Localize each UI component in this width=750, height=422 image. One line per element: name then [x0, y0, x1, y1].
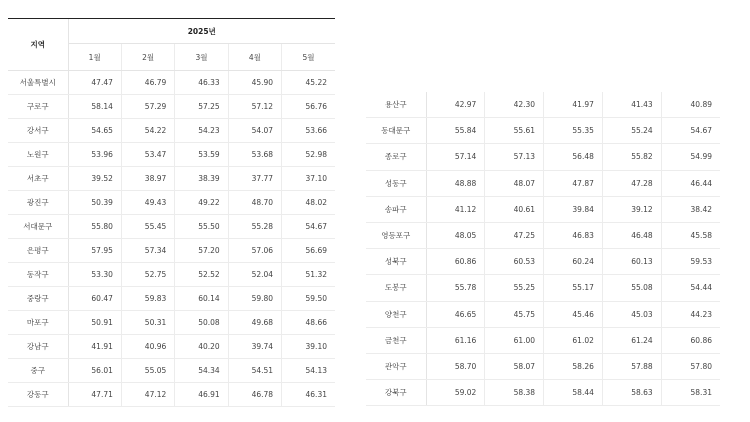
table-row — [8, 191, 335, 215]
value-cell: 54.34 — [175, 359, 228, 383]
value-cell: 45.03 — [602, 301, 661, 327]
value-cell: 54.07 — [228, 119, 281, 143]
table-row — [366, 92, 720, 118]
value-cell: 60.53 — [485, 249, 544, 275]
table-row — [366, 249, 720, 275]
value-cell: 53.66 — [282, 119, 335, 143]
region-cell: 도봉구 — [366, 275, 426, 301]
value-cell: 47.87 — [544, 170, 603, 196]
region-cell: 강남구 — [8, 335, 68, 359]
month-header: 1월 — [68, 44, 121, 71]
year-header: 2025년 — [68, 19, 335, 44]
month-header: 3월 — [175, 44, 228, 71]
value-cell: 59.80 — [228, 287, 281, 311]
value-cell: 61.16 — [426, 327, 485, 353]
region-cell: 금천구 — [366, 327, 426, 353]
value-cell: 56.76 — [282, 95, 335, 119]
value-cell: 54.23 — [175, 119, 228, 143]
value-cell: 58.07 — [485, 353, 544, 379]
value-cell: 50.39 — [68, 191, 121, 215]
value-cell: 55.24 — [602, 118, 661, 144]
value-cell: 39.10 — [282, 335, 335, 359]
table-row — [8, 335, 335, 359]
value-cell: 47.12 — [121, 383, 174, 407]
value-cell: 54.13 — [282, 359, 335, 383]
table-row — [8, 215, 335, 239]
month-header: 5월 — [282, 44, 335, 71]
value-cell: 48.70 — [228, 191, 281, 215]
value-cell: 53.30 — [68, 263, 121, 287]
value-cell: 50.91 — [68, 311, 121, 335]
value-cell: 47.47 — [68, 71, 121, 95]
value-cell: 60.24 — [544, 249, 603, 275]
table-row — [8, 311, 335, 335]
region-cell: 동대문구 — [366, 118, 426, 144]
value-cell: 41.12 — [426, 196, 485, 222]
region-cell: 서대문구 — [8, 215, 68, 239]
region-cell: 동작구 — [8, 263, 68, 287]
value-cell: 46.65 — [426, 301, 485, 327]
value-cell: 59.50 — [282, 287, 335, 311]
value-cell: 51.32 — [282, 263, 335, 287]
table-row — [366, 118, 720, 144]
table-row — [8, 95, 335, 119]
value-cell: 46.48 — [602, 222, 661, 248]
value-cell: 53.68 — [228, 143, 281, 167]
value-cell: 52.98 — [282, 143, 335, 167]
region-cell: 송파구 — [366, 196, 426, 222]
value-cell: 41.91 — [68, 335, 121, 359]
value-cell: 60.86 — [661, 327, 720, 353]
value-cell: 53.96 — [68, 143, 121, 167]
table-row — [366, 196, 720, 222]
value-cell: 46.78 — [228, 383, 281, 407]
region-cell: 마포구 — [8, 311, 68, 335]
value-cell: 55.84 — [426, 118, 485, 144]
value-cell: 57.95 — [68, 239, 121, 263]
value-cell: 59.53 — [661, 249, 720, 275]
value-cell: 55.80 — [68, 215, 121, 239]
value-cell: 55.08 — [602, 275, 661, 301]
region-cell: 서울특별시 — [8, 71, 68, 95]
value-cell: 52.04 — [228, 263, 281, 287]
value-cell: 56.01 — [68, 359, 121, 383]
value-cell: 55.28 — [228, 215, 281, 239]
value-cell: 54.67 — [661, 118, 720, 144]
region-cell: 노원구 — [8, 143, 68, 167]
region-cell: 중랑구 — [8, 287, 68, 311]
region-cell: 종로구 — [366, 144, 426, 170]
value-cell: 45.90 — [228, 71, 281, 95]
value-cell: 54.67 — [282, 215, 335, 239]
table-row — [366, 301, 720, 327]
value-cell: 58.14 — [68, 95, 121, 119]
region-cell: 중구 — [8, 359, 68, 383]
region-cell: 강북구 — [366, 380, 426, 406]
month-header: 2월 — [121, 44, 174, 71]
value-cell: 58.70 — [426, 353, 485, 379]
value-cell: 46.33 — [175, 71, 228, 95]
value-cell: 37.77 — [228, 167, 281, 191]
value-cell: 60.47 — [68, 287, 121, 311]
value-cell: 40.96 — [121, 335, 174, 359]
table-row — [366, 327, 720, 353]
table-row — [8, 71, 335, 95]
value-cell: 45.46 — [544, 301, 603, 327]
value-cell: 58.44 — [544, 380, 603, 406]
region-cell: 성북구 — [366, 249, 426, 275]
table-row — [8, 143, 335, 167]
region-cell: 성동구 — [366, 170, 426, 196]
value-cell: 57.20 — [175, 239, 228, 263]
value-cell: 55.78 — [426, 275, 485, 301]
value-cell: 55.25 — [485, 275, 544, 301]
region-cell: 강서구 — [8, 119, 68, 143]
value-cell: 37.10 — [282, 167, 335, 191]
region-cell: 서초구 — [8, 167, 68, 191]
value-cell: 54.44 — [661, 275, 720, 301]
value-cell: 44.23 — [661, 301, 720, 327]
value-cell: 55.50 — [175, 215, 228, 239]
table-row — [366, 353, 720, 379]
value-cell: 45.58 — [661, 222, 720, 248]
value-cell: 59.02 — [426, 380, 485, 406]
value-cell: 45.75 — [485, 301, 544, 327]
value-cell: 52.75 — [121, 263, 174, 287]
value-cell: 48.66 — [282, 311, 335, 335]
value-cell: 40.89 — [661, 92, 720, 118]
value-cell: 57.13 — [485, 144, 544, 170]
value-cell: 53.47 — [121, 143, 174, 167]
value-cell: 47.28 — [602, 170, 661, 196]
value-cell: 59.83 — [121, 287, 174, 311]
value-cell: 60.13 — [602, 249, 661, 275]
value-cell: 57.29 — [121, 95, 174, 119]
value-cell: 55.35 — [544, 118, 603, 144]
value-cell: 57.12 — [228, 95, 281, 119]
value-cell: 45.22 — [282, 71, 335, 95]
value-cell: 57.80 — [661, 353, 720, 379]
table-row — [366, 275, 720, 301]
value-cell: 46.91 — [175, 383, 228, 407]
region-cell: 관악구 — [366, 353, 426, 379]
table-row — [8, 239, 335, 263]
value-cell: 40.61 — [485, 196, 544, 222]
value-cell: 54.51 — [228, 359, 281, 383]
value-cell: 46.79 — [121, 71, 174, 95]
table-row — [366, 144, 720, 170]
value-cell: 46.31 — [282, 383, 335, 407]
region-cell: 광진구 — [8, 191, 68, 215]
value-cell: 60.86 — [426, 249, 485, 275]
value-cell: 56.69 — [282, 239, 335, 263]
value-cell: 57.14 — [426, 144, 485, 170]
region-cell: 구로구 — [8, 95, 68, 119]
value-cell: 48.05 — [426, 222, 485, 248]
value-cell: 42.97 — [426, 92, 485, 118]
table-row — [366, 222, 720, 248]
value-cell: 50.08 — [175, 311, 228, 335]
region-cell: 영등포구 — [366, 222, 426, 248]
value-cell: 55.82 — [602, 144, 661, 170]
table-row — [8, 359, 335, 383]
table-row — [366, 380, 720, 406]
value-cell: 39.74 — [228, 335, 281, 359]
value-cell: 49.43 — [121, 191, 174, 215]
value-cell: 54.99 — [661, 144, 720, 170]
value-cell: 54.22 — [121, 119, 174, 143]
value-cell: 61.24 — [602, 327, 661, 353]
month-header: 4월 — [228, 44, 281, 71]
value-cell: 38.42 — [661, 196, 720, 222]
region-cell: 양천구 — [366, 301, 426, 327]
value-cell: 47.71 — [68, 383, 121, 407]
value-cell: 41.97 — [544, 92, 603, 118]
value-cell: 42.30 — [485, 92, 544, 118]
value-cell: 55.17 — [544, 275, 603, 301]
value-cell: 58.31 — [661, 380, 720, 406]
value-cell: 39.12 — [602, 196, 661, 222]
value-cell: 49.68 — [228, 311, 281, 335]
table-row — [8, 263, 335, 287]
value-cell: 46.44 — [661, 170, 720, 196]
value-cell: 58.38 — [485, 380, 544, 406]
value-cell: 46.83 — [544, 222, 603, 248]
table-row — [8, 167, 335, 191]
value-cell: 57.34 — [121, 239, 174, 263]
value-cell: 55.05 — [121, 359, 174, 383]
value-cell: 39.52 — [68, 167, 121, 191]
right-data-table — [366, 92, 720, 406]
value-cell: 57.25 — [175, 95, 228, 119]
value-cell: 57.88 — [602, 353, 661, 379]
value-cell: 48.02 — [282, 191, 335, 215]
table-row — [8, 119, 335, 143]
region-cell: 강동구 — [8, 383, 68, 407]
value-cell: 48.07 — [485, 170, 544, 196]
value-cell: 61.02 — [544, 327, 603, 353]
table-row — [366, 170, 720, 196]
value-cell: 54.65 — [68, 119, 121, 143]
value-cell: 49.22 — [175, 191, 228, 215]
value-cell: 40.20 — [175, 335, 228, 359]
value-cell: 60.14 — [175, 287, 228, 311]
value-cell: 38.97 — [121, 167, 174, 191]
value-cell: 41.43 — [602, 92, 661, 118]
value-cell: 52.52 — [175, 263, 228, 287]
left-data-table — [8, 18, 335, 407]
value-cell: 56.48 — [544, 144, 603, 170]
value-cell: 61.00 — [485, 327, 544, 353]
value-cell: 58.26 — [544, 353, 603, 379]
table-row — [8, 383, 335, 407]
region-cell: 은평구 — [8, 239, 68, 263]
value-cell: 57.06 — [228, 239, 281, 263]
value-cell: 38.39 — [175, 167, 228, 191]
value-cell: 58.63 — [602, 380, 661, 406]
value-cell: 48.88 — [426, 170, 485, 196]
value-cell: 50.31 — [121, 311, 174, 335]
value-cell: 55.61 — [485, 118, 544, 144]
table-row — [8, 287, 335, 311]
region-cell: 용산구 — [366, 92, 426, 118]
value-cell: 55.45 — [121, 215, 174, 239]
region-column-header: 지역 — [8, 19, 68, 71]
value-cell: 53.59 — [175, 143, 228, 167]
value-cell: 39.84 — [544, 196, 603, 222]
value-cell: 47.25 — [485, 222, 544, 248]
